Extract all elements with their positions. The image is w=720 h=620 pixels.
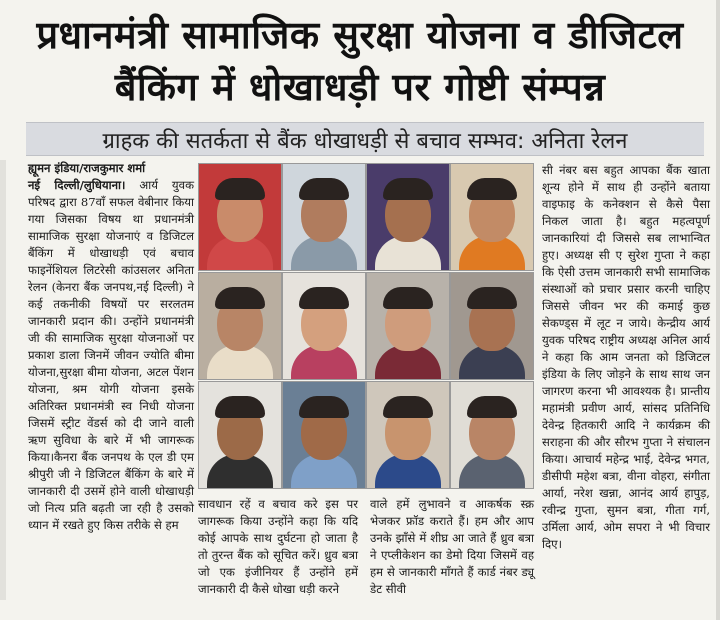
participant-hair bbox=[299, 396, 349, 418]
participant-hair bbox=[383, 396, 433, 418]
subheadline-bar bbox=[26, 122, 704, 156]
participant-photo bbox=[282, 381, 366, 489]
participant-photo bbox=[282, 272, 366, 380]
participant-hair bbox=[383, 178, 433, 200]
participant-hair bbox=[467, 287, 517, 309]
dateline: नई दिल्ली/लुधियाना। bbox=[28, 178, 126, 192]
participant-photo bbox=[282, 163, 366, 271]
participant-hair bbox=[383, 287, 433, 309]
participant-photo bbox=[198, 381, 282, 489]
participant-photo bbox=[198, 272, 282, 380]
byline: ह्यूमन इंडिया/राजकुमार शर्मा bbox=[28, 161, 146, 175]
participant-photo bbox=[366, 163, 450, 271]
article-column-right: सी नंबर बस बहुत आपका बैंक खाता शून्य होने में साथ ही उन्होंने बताया वाइफाइ के कनेक्शन से कैसे पैसा निकल जाता है। बहुत महत्वपूर्ण जानकारियां दी जिससे सब लाभान्वित हुए। अध्यक्ष सी ए सुरेश गुप्ता ने कहा कि ऐसी उत्तम जानकारी सभी सामाजिक संस्थाओं को प्रचार प्रसार करनी चाहिए जिससे जीवन भर की कमाई कुछ सेकण्ड्स में लूट न जाये। केन्द्रीय आर्य युवक परिषद राष्ट्रीय अध्यक्ष अनिल आर्य ने कहा कि आम जनता को डिजिटल इंडिया के लिए जोड़ने के साथ साथ जन जागरण करना भी आवश्यक है। प्रान्तीय महामंत्री प्रवीण आर्य, सांसद प्रतिनिधि देवेन्द्र हितकारी आदि ने कार्यक्रम की सराहना की और सौरभ गुप्ता ने संचालन किया। आचार्य महेन्द्र भाई, देवेन्द्र भगत, डीसीपी महेश बत्रा, वीना वोहरा, संगीता आर्या, नरेश खन्ना, आनंद आर्य हापुड़, रवीन्द्र गुप्ता, सुमन बत्रा, गीता गर्ग, उर्मिला आर्य, ओम सपरा ने भी विचार दिए। bbox=[542, 163, 710, 551]
headline-line-1: प्रधानमंत्री सामाजिक सुरक्षा योजना व डीजिटल bbox=[36, 13, 684, 57]
participant-hair bbox=[299, 287, 349, 309]
column-left-text: आर्य युवक परिषद द्वारा 87वाँ सफल वेबीनार किया गया जिसका विषय था प्रधानमंत्री सामाजिक सुरक्षा योजनाएं व डिजिटल बैंकिंग में धोखाधड़ी एवं बचाव फाइनेंशियल लिटरेसी कांउसलर अनिता रेलन (केनरा बैंक जनपथ,नई दिल्ली) ने कई तकनीकी विषयों पर सरलतम जानकारी प्रदान की। उन्होंने प्रधानमंत्री जी की सामाजिक सुरक्षा योजनाओं पर प्रकाश डाला जिनमें जीवन ज्योति बीमा योजना,सुरक्षा बीमा योजना, अटल पेंशन योजना, श्रम योगी योजना इसके अतिरिक्त प्रधानमंत्री स्व निधी योजना जिसमें स्ट्रीट वेंडर्स को दी जाने वाली ऋण सुविधा के बारे में भी जागरूक किया।कैनरा बैंक जनपथ के एल डी एम श्रीपुरी जी ने डिजिटल बैंकिंग के बारे में जानकारी दी उसमें होने वाली धोखाधड़ी जो नित्य प्रति बढ़ती जा रही है उसको ध्यान में रखते हुए किस तरीके से हम bbox=[28, 178, 195, 532]
participant-hair bbox=[467, 396, 517, 418]
page-edge-left bbox=[0, 160, 6, 600]
participant-hair bbox=[215, 396, 265, 418]
participant-hair bbox=[467, 178, 517, 200]
headline-line-2: बैंकिंग में धोखाधड़ी पर गोष्टी संम्पन्न bbox=[114, 65, 606, 109]
participant-hair bbox=[215, 178, 265, 200]
participant-photo bbox=[450, 163, 534, 271]
headline bbox=[0, 0, 720, 118]
participant-photo bbox=[450, 381, 534, 489]
article-column-left bbox=[28, 160, 194, 534]
subheadline: ग्राहक की सतर्कता से बैंक धोखाधड़ी से बचाव सम्भव: अनिता रेलन bbox=[102, 129, 628, 154]
participant-photo bbox=[450, 272, 534, 380]
participant-hair bbox=[299, 178, 349, 200]
participant-photo bbox=[366, 381, 450, 489]
article-column-bottom-2: वाले हमें लुभावने व आकर्षक स्क्र भेजकर फ्रॉड कराते हैं। हम और आप उनके झाँसे में शीघ्र आ जाते हैं ध्रुव बत्रा ने एप्लीकेशन का डेमो दिया जिसमें वह हम से जानकारी माँगते हैं कार्ड नंबर ड्यू डेट सीवी bbox=[370, 497, 534, 596]
participant-photo bbox=[198, 163, 282, 271]
participant-photo bbox=[366, 272, 450, 380]
participant-hair bbox=[215, 287, 265, 309]
webinar-photo-grid bbox=[198, 163, 534, 489]
article-column-bottom-1: सावधान रहें व बचाव करे इस पर जागरूक किया उन्होंने कहा कि यदि कोई आपके साथ दुर्घटना हो जाता है तो तुरन्त बैंक को सूचित करें। ध्रुव बत्रा जो एक इंजीनियर हैं उन्होंने हमें जानकारी दी कैसे धोखा धड़ी करने bbox=[198, 497, 358, 596]
